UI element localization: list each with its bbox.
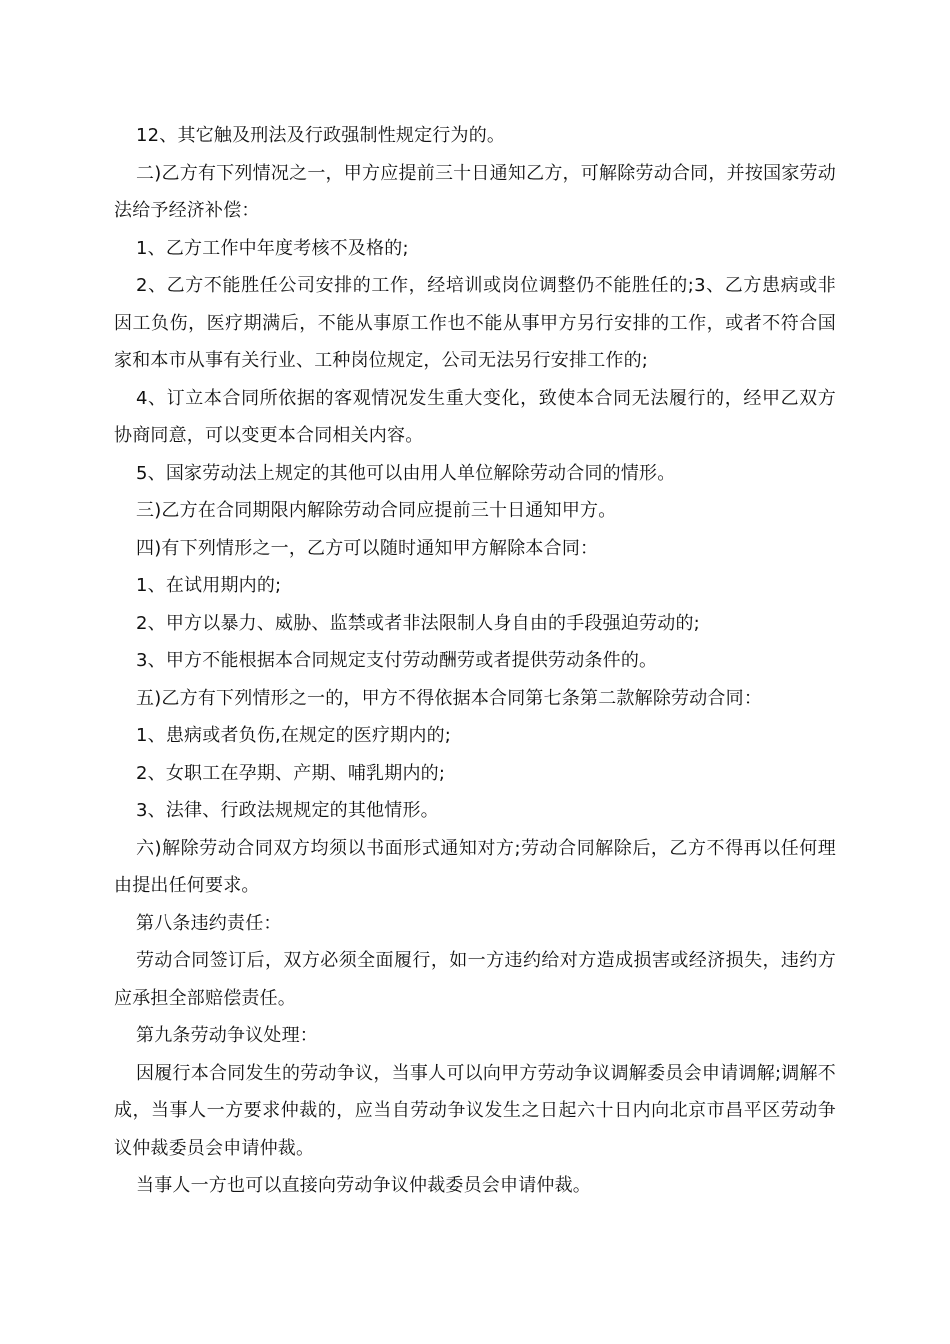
paragraph-item: 1、在试用期内的; — [136, 575, 282, 596]
paragraph-section-3: 三)乙方在合同期限内解除劳动合同应提前三十日通知甲方。 — [136, 500, 617, 521]
paragraph-item: 3、甲方不能根据本合同规定支付劳动酬劳或者提供劳动条件的。 — [136, 650, 658, 671]
article-9-body-2: 当事人一方也可以直接向劳动争议仲裁委员会申请仲裁。 — [136, 1175, 591, 1196]
paragraph-clause-12: 12、其它触及刑法及行政强制性规定行为的。 — [136, 125, 506, 146]
article-9-body: 因履行本合同发生的劳动争议，当事人可以向甲方劳动争议调解委员会申请调解;调解不成，当事人一方要求仲裁的，应当自劳动争议发生之日起六十日内向北京市昌平区劳动争议仲裁委员会申请仲裁。 — [114, 1062, 836, 1159]
paragraph-item: 1、患病或者负伤,在规定的医疗期内的; — [136, 725, 452, 746]
document-body — [114, 117, 836, 1205]
article-8-heading: 第八条违约责任： — [136, 912, 282, 934]
paragraph-item: 2、女职工在孕期、产期、哺乳期内的; — [136, 762, 446, 784]
paragraph-item: 2、甲方以暴力、威胁、监禁或者非法限制人身自由的手段强迫劳动的; — [136, 612, 700, 634]
paragraph-section-6: 六)解除劳动合同双方均须以书面形式通知对方;劳动合同解除后，乙方不得再以任何理由提出任何要求。 — [114, 837, 836, 896]
paragraph-item: 3、法律、行政法规规定的其他情形。 — [136, 800, 439, 821]
paragraph-section-2: 二)乙方有下列情况之一，甲方应提前三十日通知乙方，可解除劳动合同，并按国家劳动法给予经济补偿： — [114, 162, 836, 221]
article-8-body: 劳动合同签订后，双方必须全面履行，如一方违约给对方造成损害或经济损失，违约方应承担全部赔偿责任。 — [114, 950, 836, 1009]
paragraph-section-4: 四)有下列情形之一，乙方可以随时通知甲方解除本合同： — [136, 537, 599, 559]
paragraph-item: 5、国家劳动法上规定的其他可以由用人单位解除劳动合同的情形。 — [136, 462, 676, 484]
article-9-heading: 第九条劳动争议处理： — [136, 1025, 318, 1046]
paragraph-item: 2、乙方不能胜任公司安排的工作，经培训或岗位调整仍不能胜任的;3、乙方患病或非因工负伤，医疗期满后，不能从事原工作也不能从事甲方另行安排的工作，或者不符合国家和本市从事有关行业、工种岗位规定，公司无法另行安排工作的; — [114, 275, 836, 371]
paragraph-section-5: 五)乙方有下列情形之一的，甲方不得依据本合同第七条第二款解除劳动合同： — [136, 687, 763, 709]
paragraph-item: 4、订立本合同所依据的客观情况发生重大变化，致使本合同无法履行的，经甲乙双方协商同意，可以变更本合同相关内容。 — [114, 387, 836, 446]
paragraph-item: 1、乙方工作中年度考核不及格的; — [136, 237, 409, 259]
